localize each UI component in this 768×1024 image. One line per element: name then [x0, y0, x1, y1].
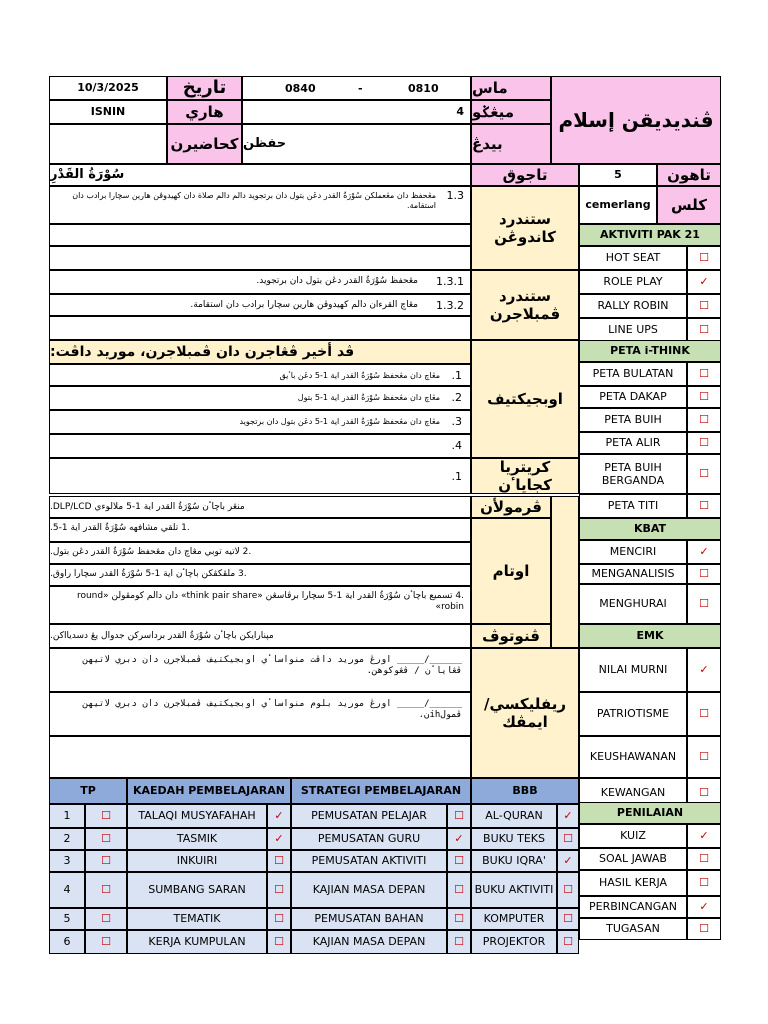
col-header-strategi: STRATEGI PEMBELAJARAN [291, 778, 471, 804]
content-standard-desc: مڠحفظ دان مڠعملكن سُوْرَةُ القدر دڠن بتول دان برتجويد دالم دالم صلاة دان كهيدوڤن هارين سچارا برادب دان استقامة. [72, 191, 436, 210]
checkbox-empty-icon[interactable]: ☐ [447, 872, 471, 908]
checkbox-empty-icon[interactable]: ☐ [687, 564, 721, 584]
pak21-item-label: LINE UPS [579, 318, 687, 342]
attendance-value [49, 124, 167, 164]
objective-num: .2 [451, 391, 462, 404]
learning-standard-label: ستندرد ڤمبلاجرن [471, 270, 579, 340]
main-label: اوتام [471, 518, 551, 624]
objective-item [49, 364, 471, 386]
main-activity-item: .3 ملڤكڤكن باچاٴن اية 1-5 سُوْرَةُ القدر سچارا راوق. [49, 564, 471, 586]
kaedah-label: TALAQI MUSYAFAHAH [127, 804, 267, 828]
field-value: حفظن [242, 124, 471, 164]
checkbox-empty-icon[interactable]: ☐ [687, 692, 721, 736]
checkbox-empty-icon[interactable]: ☐ [447, 850, 471, 872]
strategi-label: PEMUSATAN PELAJAR [291, 804, 447, 828]
checked-mark-icon[interactable]: ✓ [687, 648, 721, 692]
col-header-kaedah: KAEDAH PEMBELAJARAN [127, 778, 291, 804]
checkbox-empty-icon[interactable]: ☐ [267, 872, 291, 908]
content-standard-text [49, 186, 471, 224]
kbat-item-label: MENCIRI [579, 540, 687, 564]
penilaian-item-label: TUGASAN [579, 918, 687, 940]
checked-mark-icon[interactable]: ✓ [447, 828, 471, 850]
checkbox-empty-icon[interactable]: ☐ [557, 930, 579, 954]
checkbox-empty-icon[interactable]: ☐ [687, 294, 721, 318]
tp-number: 5 [49, 908, 85, 930]
objective-num: .4 [451, 439, 462, 452]
checkbox-empty-icon[interactable]: ☐ [447, 930, 471, 954]
field-label: بيدڠ [471, 124, 551, 164]
reflection-line [49, 692, 471, 736]
reflection-line [49, 648, 471, 692]
learning-standard-code: 1.3.1 [436, 275, 464, 288]
checkbox-empty-icon[interactable]: ☐ [687, 918, 721, 940]
checkbox-empty-icon[interactable]: ☐ [85, 850, 127, 872]
checked-mark-icon[interactable]: ✓ [267, 828, 291, 850]
pak21-title: AKTIVITI PAK 21 [579, 224, 721, 246]
strategi-label: PEMUSATAN BAHAN [291, 908, 447, 930]
day-value: ISNIN [49, 100, 167, 124]
emk-item-label: PATRIOTISME [579, 692, 687, 736]
subject-title: ڤنديديقن إسلام [551, 76, 721, 164]
checkbox-empty-icon[interactable]: ☐ [557, 828, 579, 850]
blank-row [49, 316, 471, 340]
penilaian-item-label: HASIL KERJA [579, 870, 687, 896]
week-value: 4 [242, 100, 471, 124]
checkbox-empty-icon[interactable]: ☐ [267, 930, 291, 954]
kaedah-label: KERJA KUMPULAN [127, 930, 267, 954]
bbb-label: AL-QURAN [471, 804, 557, 828]
checkbox-empty-icon[interactable]: ☐ [687, 778, 721, 808]
checked-mark-icon[interactable]: ✓ [687, 540, 721, 564]
tp-number: 6 [49, 930, 85, 954]
pak21-item-label: HOT SEAT [579, 246, 687, 270]
blank-row [49, 224, 471, 246]
time-end: 0810 [408, 82, 439, 95]
blank-row [49, 246, 471, 270]
checkbox-empty-icon[interactable]: ☐ [687, 386, 721, 408]
closing-text: مڽنارايكن باچاٴن سُوْرَةُ القدر برداسركن جدوال يڠ دسديااكن. [49, 624, 471, 648]
main-activity-item: .1 تلقي مشافهه سُوْرَةُ القدر اية 1-5. [49, 518, 471, 542]
topic-value: سُوْرَةُ القَدْرِ [49, 164, 471, 186]
content-standard-label: ستندرد كاندوڠن [471, 186, 579, 270]
tp-number: 3 [49, 850, 85, 872]
strategi-label: PEMUSATAN AKTIVITI [291, 850, 447, 872]
week-label: ميڠݢو [471, 100, 551, 124]
lesson-plan-sheet [49, 76, 721, 958]
bbb-label: BUKU AKTIVITI [471, 872, 557, 908]
checkbox-empty-icon[interactable]: ☐ [687, 246, 721, 270]
learning-standard-text: مڠحفظ سُوْرَةُ القدر دڠن بتول دان برتجويد. [256, 276, 418, 286]
checkbox-empty-icon[interactable]: ☐ [687, 848, 721, 870]
learning-standard-item [49, 294, 471, 316]
objective-text: مڠاچ دان مڠحفظ سُوْرَةُ القدر اية 1-5 دڠن بتول دان برتجويد [239, 417, 440, 426]
strategi-label: PEMUSATAN GURU [291, 828, 447, 850]
bbb-label: PROJEKTOR [471, 930, 557, 954]
content-standard-code: 1.3 [446, 189, 464, 202]
checkbox-empty-icon[interactable]: ☐ [85, 828, 127, 850]
checkbox-empty-icon[interactable]: ☐ [687, 408, 721, 432]
checkbox-empty-icon[interactable]: ☐ [687, 494, 721, 518]
checkbox-empty-icon[interactable]: ☐ [687, 318, 721, 342]
checkbox-empty-icon[interactable]: ☐ [687, 584, 721, 624]
checkbox-empty-icon[interactable]: ☐ [687, 432, 721, 454]
penilaian-item-label: PERBINCANGAN [579, 896, 687, 918]
col-header-bbb: BBB [471, 778, 579, 804]
col-header-tp: TP [49, 778, 127, 804]
time-cell [242, 76, 471, 100]
checkbox-empty-icon[interactable]: ☐ [267, 850, 291, 872]
class-value: cemerlang [579, 186, 657, 224]
opening-text: منڠر باچاٴن سُوْرَةُ القدر اية 1-5 ملالوءي DLP/LCD. [49, 496, 471, 518]
objective-item [49, 386, 471, 410]
ithink-item-label: PETA DAKAP [579, 386, 687, 408]
checkbox-empty-icon[interactable]: ☐ [687, 362, 721, 386]
objective-item [49, 410, 471, 434]
objectives-intro: ڤد أخير ڤڠاجرن دان ڤمبلاجرن، موريد داڤت: [49, 340, 471, 364]
checkbox-empty-icon[interactable]: ☐ [85, 804, 127, 828]
checked-mark-icon[interactable]: ✓ [687, 824, 721, 848]
objective-num: .3 [451, 415, 462, 428]
success-criteria-item [49, 458, 471, 494]
emk-title: EMK [579, 624, 721, 648]
time-label: ماس [471, 76, 551, 100]
strategi-label: KAJIAN MASA DEPAN [291, 872, 447, 908]
learning-standard-item [49, 270, 471, 294]
objective-item [49, 434, 471, 458]
pak21-item-label: RALLY ROBIN [579, 294, 687, 318]
penilaian-title: PENILAIAN [579, 802, 721, 824]
ithink-item-label: PETA BUIH BERGANDA [579, 454, 687, 494]
bbb-label: BUKU TEKS [471, 828, 557, 850]
closing-label: ڤنوتوڤ [471, 624, 551, 648]
kbat-title: KBAT [579, 518, 721, 540]
kaedah-label: SUMBANG SARAN [127, 872, 267, 908]
checkbox-empty-icon[interactable]: ☐ [687, 454, 721, 494]
checkbox-empty-icon[interactable]: ☐ [85, 930, 127, 954]
ithink-item-label: PETA TITI [579, 494, 687, 518]
kaedah-label: TASMIK [127, 828, 267, 850]
ithink-title: PETA i-THINK [579, 340, 721, 362]
ithink-item-label: PETA BUIH [579, 408, 687, 432]
time-separator: - [358, 82, 363, 95]
checkbox-empty-icon[interactable]: ☐ [687, 870, 721, 896]
success-criteria-label: كريتريا كجاياٴن [471, 458, 579, 494]
tp-number: 1 [49, 804, 85, 828]
ithink-item-label: PETA BULATAN [579, 362, 687, 386]
kbat-item-label: MENGHURAI [579, 584, 687, 624]
reflection-line-text: ______/_____ اورڠ موريد بلوم منواساٴي اوبجيكتيف ڤمبلاجرن دان دبري لاتيهن ڤمولihن. [82, 699, 462, 720]
kaedah-label: INKUIRI [127, 850, 267, 872]
checkbox-empty-icon[interactable]: ☐ [85, 872, 127, 908]
class-label: كلس [657, 186, 721, 224]
emk-item-label: NILAI MURNI [579, 648, 687, 692]
penilaian-item-label: KUIZ [579, 824, 687, 848]
checked-mark-icon[interactable]: ✓ [687, 896, 721, 918]
checkbox-empty-icon[interactable]: ☐ [85, 908, 127, 930]
checked-mark-icon[interactable]: ✓ [557, 804, 579, 828]
checkbox-empty-icon[interactable]: ☐ [447, 804, 471, 828]
checked-mark-icon[interactable]: ✓ [267, 804, 291, 828]
checkbox-empty-icon[interactable]: ☐ [687, 736, 721, 778]
blank-row [49, 736, 471, 778]
tp-number: 2 [49, 828, 85, 850]
success-criteria-num: .1 [451, 470, 462, 483]
learning-standard-code: 1.3.2 [436, 299, 464, 312]
ithink-item-label: PETA ALIR [579, 432, 687, 454]
attendance-label: كحاضيرن [167, 124, 242, 164]
date-value: 10/3/2025 [49, 76, 167, 100]
day-label: هاري [167, 100, 242, 124]
objective-text: مڠاچ دان مڠحفظ سُوْرَةُ القدر اية 1-5 بتول [297, 393, 440, 402]
time-start: 0840 [285, 82, 316, 95]
checkbox-empty-icon[interactable]: ☐ [557, 872, 579, 908]
date-label: تاريخ [167, 76, 242, 100]
tp-number: 4 [49, 872, 85, 908]
bbb-label: BUKU IQRA' [471, 850, 557, 872]
opening-label: ڤرمولأن [471, 496, 551, 518]
main-activity-item: .2 لاتيه توبي مڠاچ دان مڠحفظ سُوْرَةُ القدر دڠن بتول. [49, 542, 471, 564]
strategi-label: KAJIAN MASA DEPAN [291, 930, 447, 954]
topic-label: تاجوق [471, 164, 579, 186]
kaedah-label: TEMATIK [127, 908, 267, 930]
reflection-line-text: ______/_____ اورڠ موريد داڤت منواساٴي اوبجيكتيف ڤمبلاجرن دان دبري لاتيهن ڤڠاياٴن / ڤڠوكوهن. [82, 655, 462, 676]
reflection-label: ريفليكسي/ ايمڤك [471, 648, 579, 778]
objectives-label: اوبجيكتيف [471, 340, 579, 458]
checkbox-empty-icon[interactable]: ☐ [557, 908, 579, 930]
checked-mark-icon[interactable]: ✓ [687, 270, 721, 294]
checked-mark-icon[interactable]: ✓ [557, 850, 579, 872]
bbb-label: KOMPUTER [471, 908, 557, 930]
objective-num: .1 [451, 369, 462, 382]
emk-item-label: KEWANGAN [579, 778, 687, 808]
kbat-item-label: MENGANALISIS [579, 564, 687, 584]
checkbox-empty-icon[interactable]: ☐ [447, 908, 471, 930]
checkbox-empty-icon[interactable]: ☐ [267, 908, 291, 930]
pak21-item-label: ROLE PLAY [579, 270, 687, 294]
main-activity-item: .4 تسميع باچاٴن سُوْرَةُ القدر اية 1-5 سچارا برڤاسڠن «think pair share» دان دالم كومڤولن «round robin» [49, 586, 471, 624]
learning-standard-text: مڠاچ القرءان دالم كهيدوڤن هارين سچارا برادب دان استقامة. [190, 300, 418, 310]
year-value: 5 [579, 164, 657, 186]
penilaian-item-label: SOAL JAWAB [579, 848, 687, 870]
year-label: تاهون [657, 164, 721, 186]
objective-text: مڠاچ دان مڠحفظ سُوْرَةُ القدر اية 1-5 دڠن باٴيق [279, 371, 440, 380]
activities-spacer [551, 496, 579, 648]
emk-item-label: KEUSHAWANAN [579, 736, 687, 778]
